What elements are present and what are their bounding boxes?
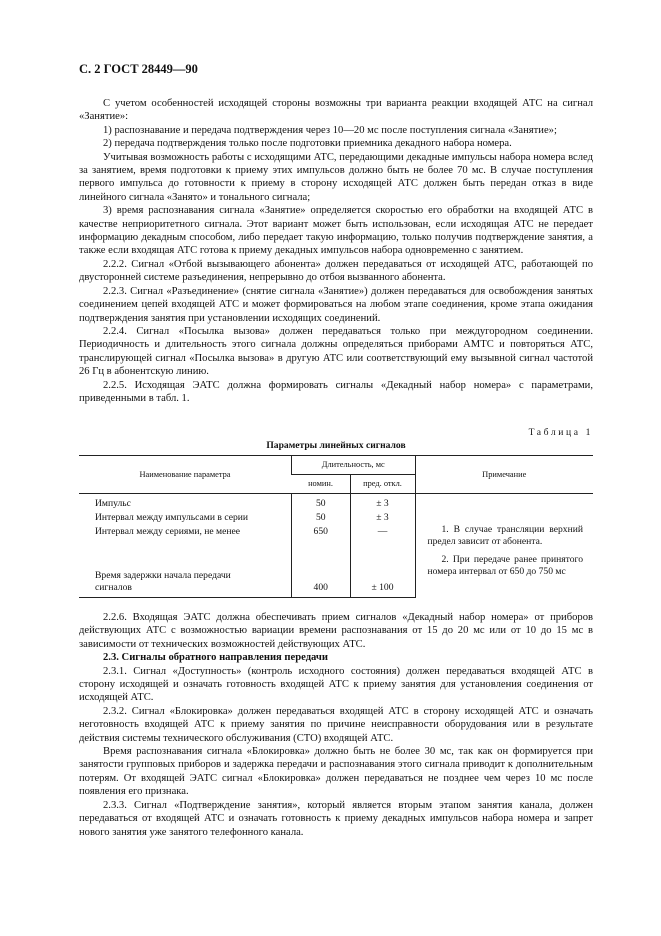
paragraph-2-2-5: 2.2.5. Исходящая ЭАТС должна формировать сигналы «Декадный набор номера» с параметрами, приведенными в табл. 1. <box>79 379 593 404</box>
note-2: 2. При передаче ранее принятого номера интервал от 650 до 750 мс <box>427 554 583 577</box>
row-notes <box>415 494 593 598</box>
row-nominal: 50 <box>292 494 351 512</box>
paragraph-preparation-time: Учитывая возможность работы с исходящими АТС, передающими декадные импульсы набора номера вслед за занятием, время подготовки к приему этих импульсов должно быть не более 70 мс. В случае поступления первого импульса до готовности к приему в сторону исходящей АТС должен быть передан отказ в виде линейного сигнала «Занято» и тонального сигнала; <box>79 151 593 203</box>
row-deviation: ± 100 <box>350 569 415 598</box>
row-name: Интервал между импульсами в серии <box>95 512 249 523</box>
paragraph-2-3-3: 2.3.3. Сигнал «Подтверждение занятия», который является вторым этапом занятия канала, должен передаваться от входящей АТС и означать готовность к приему декадных импульсов набора номера и запрет нового занятия уже занятого телефонного канала. <box>79 799 593 838</box>
section-heading-2-3: 2.3. Сигналы обратного направления передачи <box>103 652 329 664</box>
paragraph-option-2: 2) передача подтверждения только после подготовки приемника декадного набора номера. <box>103 138 512 150</box>
parameters-table <box>79 455 593 598</box>
header-deviation: пред. откл. <box>350 475 415 494</box>
table-row <box>79 494 593 512</box>
paragraph-2-2-3: 2.2.3. Сигнал «Разъединение» (снятие сигнала «Занятие») должен передаваться для освобождения занятых соединением цепей входящей АТС и может формироваться на любом этапе соединения, кроме этапа ожидания подтверждения занятия при установлении исходящих соединений. <box>79 285 593 324</box>
paragraph-blocking-time: Время распознавания сигнала «Блокировка» должно быть не более 30 мс, так как он формируется при занятости групповых приборов и задержка передачи и распознавания этого сигнала приводит к дополнительным потерям. От входящей ЭАТС сигнал «Блокировка» должен передаваться не позднее чем через 10 мс после появления его признака. <box>79 746 593 798</box>
paragraph-option-3: 3) время распознавания сигнала «Занятие» определяется скоростью его обработки на входящей АТС в качестве неприоритетного сигнала. Этот вариант может быть использован, если исходящая АТС не передает информацию декадным способом, либо передает такую информацию, только получив подтверждение занятия, а также если входящая АТС готова к приему декадных импульсов набора одновременно с занятием. <box>79 205 593 257</box>
header-duration: Длительность, мс <box>292 456 416 475</box>
body-text-top <box>79 97 593 405</box>
row-nominal: 400 <box>292 569 351 598</box>
table-label: Таблица 1 <box>528 427 593 438</box>
paragraph-2-3-2: 2.3.2. Сигнал «Блокировка» должен передаваться входящей АТС в сторону исходящей АТС и означать неготовность входящей АТС к приему занятия по причине неисправности оборудования или в результате действия системы технического обслуживания (СТО) входящей АТС. <box>79 705 593 744</box>
row-name: Время задержки начала передачи сигналов <box>79 569 292 598</box>
paragraph-option-1: 1) распознавание и передача подтверждения через 10—20 мс после поступления сигнала «Занятие»; <box>103 124 557 136</box>
body-text-bottom <box>79 611 593 839</box>
header-nominal: номин. <box>292 475 351 494</box>
row-nominal: 50 <box>292 511 351 525</box>
row-deviation: ± 3 <box>350 494 415 512</box>
page-header: С. 2 ГОСТ 28449—90 <box>79 62 198 76</box>
paragraph-2-2-6: 2.2.6. Входящая ЭАТС должна обеспечивать прием сигналов «Декадный набор номера» от приборов действующих АТС с возможностью вариации времени распознавания от 15 до 20 мс или от 10 до 15 мс в зависимости от технических возможностей действующих АТС. <box>79 612 593 650</box>
table-caption: Параметры линейных сигналов <box>266 440 406 451</box>
row-nominal: 650 <box>292 525 351 569</box>
paragraph-2-3-1: 2.3.1. Сигнал «Доступность» (контроль исходного состояния) должен передаваться входящей АТС в сторону исходящей и означать готовность входящей АТС к приему занятия для установления соединения от исходящей АТС. <box>79 665 593 704</box>
paragraph-2-2-2: 2.2.2. Сигнал «Отбой вызывающего абонента» должен передаваться от исходящей АТС, работающей по двусторонней системе разъединения, непрерывно до отбоя вызванного абонента. <box>79 258 593 284</box>
header-parameter-name: Наименование параметра <box>79 456 292 494</box>
note-1: 1. В случае трансляции верхний предел зависит от абонента. <box>427 524 583 547</box>
row-deviation: ± 3 <box>350 511 415 525</box>
row-name: Импульс <box>95 498 131 509</box>
row-deviation: — <box>350 525 415 569</box>
paragraph-intro: С учетом особенностей исходящей стороны возможны три варианта реакции входящей АТС на сигнал «Занятие»: <box>79 98 593 123</box>
row-name: Интервал между сериями, не менее <box>95 526 241 537</box>
header-note: Примечание <box>415 456 593 494</box>
paragraph-2-2-4: 2.2.4. Сигнал «Посылка вызова» должен передаваться только при междугородном соединении. Периодичность и длительность этого сигнала должны определяться приборами АМТС и повторяться АТС, транслирующей сигнал «Посылка вызова» в другую АТС или соответствующий ему вызывной сигнал частотой 26 Гц в абонентскую линию. <box>79 325 593 378</box>
